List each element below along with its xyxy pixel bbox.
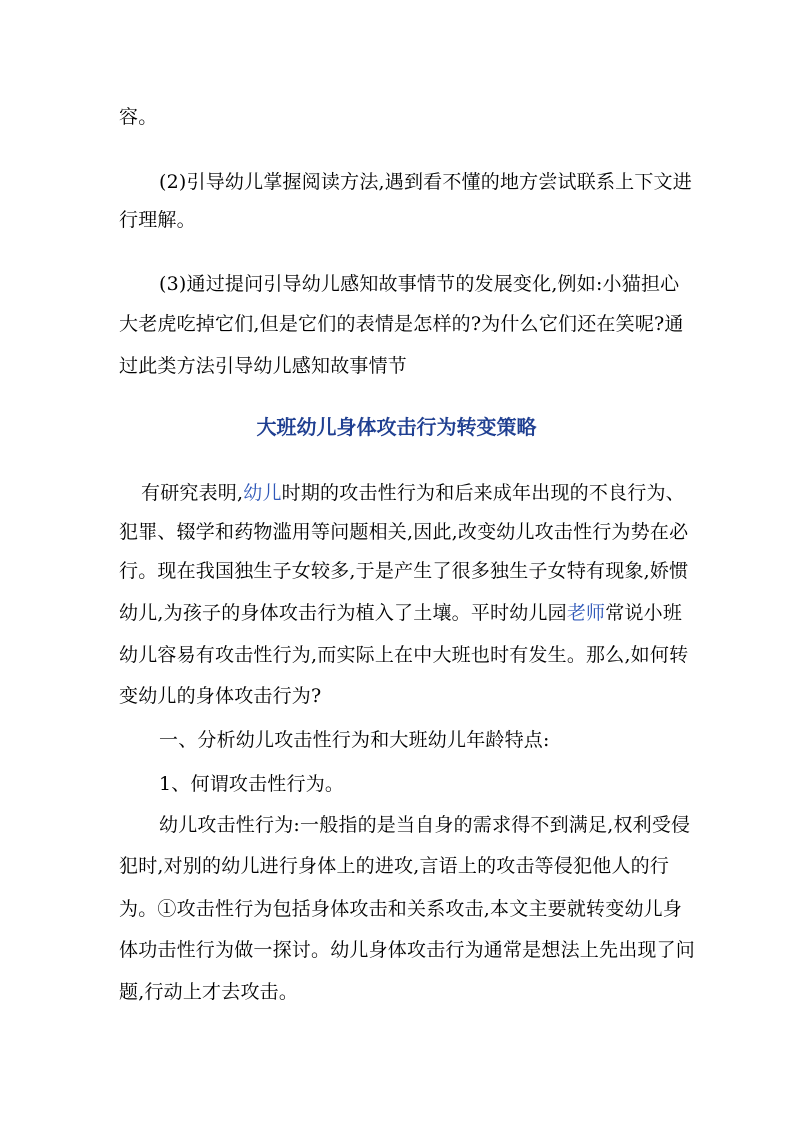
paragraph-line: 容。 bbox=[119, 106, 158, 128]
link-laoshi[interactable]: 老师 bbox=[566, 602, 606, 624]
text-run: 有研究表明, bbox=[141, 482, 244, 504]
paragraph-line: 题,行动上才去攻击。 bbox=[119, 981, 299, 1003]
paragraph-line: 变幼儿的身体攻击行为? bbox=[119, 685, 322, 707]
paragraph-line: 大老虎吃掉它们,但是它们的表情是怎样的?为什么它们还在笑呢?通 bbox=[119, 313, 684, 335]
text-run: 幼儿,为孩子的身体攻击行为植入了土壤。平时幼儿园 bbox=[119, 602, 567, 624]
paragraph-line: 行。现在我国独生子女较多,于是产生了很多独生子女特有现象,娇惯 bbox=[119, 560, 689, 582]
article-title: 大班幼儿身体攻击行为转变策略 bbox=[256, 415, 537, 439]
paragraph-line: 犯时,对别的幼儿进行身体上的进攻,言语上的攻击等侵犯他人的行 bbox=[119, 855, 670, 877]
link-youer[interactable]: 幼儿 bbox=[243, 482, 282, 504]
paragraph-line: 行理解。 bbox=[119, 209, 196, 231]
paragraph-line bbox=[141, 480, 701, 506]
paragraph-line bbox=[119, 600, 683, 626]
paragraph-line: 体功击性行为做一探讨。幼儿身体攻击行为通常是想法上先出现了问 bbox=[119, 939, 696, 961]
paragraph-line: (2)引导幼儿掌握阅读方法,遇到看不懂的地方尝试联系上下文进 bbox=[159, 171, 692, 193]
paragraph-line: 幼儿容易有攻击性行为,而实际上在中大班也时有发生。那么,如何转 bbox=[119, 644, 689, 666]
section-heading: 一、分析幼儿攻击性行为和大班幼儿年龄特点: bbox=[159, 729, 550, 751]
text-run: 时期的攻击性行为和后来成年出现的不良行为、 bbox=[281, 482, 685, 504]
paragraph-line: (3)通过提问引导幼儿感知故事情节的发展变化,例如:小猫担心 bbox=[159, 273, 680, 295]
paragraph-line: 幼儿攻击性行为:一般指的是当自身的需求得不到满足,权利受侵 bbox=[159, 814, 691, 836]
text-run: 常说小班 bbox=[605, 602, 683, 624]
paragraph-line: 犯罪、辍学和药物滥用等问题相关,因此,改变幼儿攻击性行为势在必 bbox=[119, 521, 689, 543]
subsection-heading: 1、何谓攻击性行为。 bbox=[159, 773, 345, 795]
paragraph-line: 过此类方法引导幼儿感知故事情节 bbox=[119, 355, 408, 377]
paragraph-line: 为。①攻击性行为包括身体攻击和关系攻击,本文主要就转变幼儿身 bbox=[119, 898, 683, 920]
